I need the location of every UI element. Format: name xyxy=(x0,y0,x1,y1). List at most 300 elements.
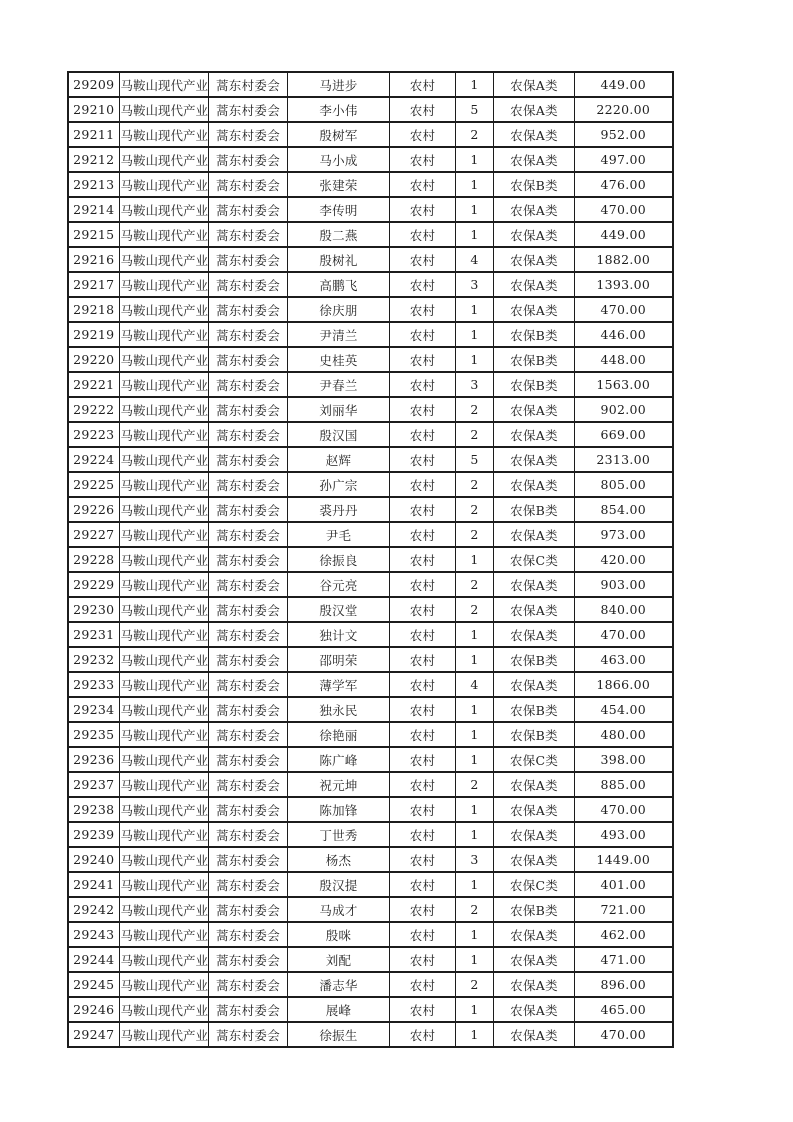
cell-record-id: 29235 xyxy=(68,722,119,747)
table-row xyxy=(68,772,673,797)
cell-unit: 马鞍山现代产业 xyxy=(119,572,209,597)
cell-village-committee: 蒿东村委会 xyxy=(209,197,288,222)
cell-person-name: 刘丽华 xyxy=(288,397,390,422)
table-row xyxy=(68,97,673,122)
cell-village-committee: 蒿东村委会 xyxy=(209,222,288,247)
cell-amount: 463.00 xyxy=(575,647,673,672)
cell-person-count: 1 xyxy=(456,197,494,222)
cell-residence-type: 农村 xyxy=(390,147,456,172)
cell-record-id: 29227 xyxy=(68,522,119,547)
cell-person-count: 1 xyxy=(456,147,494,172)
cell-insurance-category: 农保A类 xyxy=(494,297,575,322)
table-row xyxy=(68,997,673,1022)
cell-insurance-category: 农保C类 xyxy=(494,872,575,897)
cell-unit: 马鞍山现代产业 xyxy=(119,522,209,547)
cell-amount: 454.00 xyxy=(575,697,673,722)
cell-amount: 398.00 xyxy=(575,747,673,772)
cell-person-name: 徐艳丽 xyxy=(288,722,390,747)
cell-person-count: 1 xyxy=(456,647,494,672)
cell-village-committee: 蒿东村委会 xyxy=(209,672,288,697)
cell-residence-type: 农村 xyxy=(390,222,456,247)
cell-residence-type: 农村 xyxy=(390,897,456,922)
cell-village-committee: 蒿东村委会 xyxy=(209,847,288,872)
insurance-payment-table xyxy=(67,71,674,1048)
cell-person-count: 1 xyxy=(456,547,494,572)
cell-residence-type: 农村 xyxy=(390,272,456,297)
cell-residence-type: 农村 xyxy=(390,172,456,197)
cell-village-committee: 蒿东村委会 xyxy=(209,97,288,122)
cell-record-id: 29232 xyxy=(68,647,119,672)
cell-amount: 470.00 xyxy=(575,297,673,322)
cell-person-name: 张建荣 xyxy=(288,172,390,197)
cell-insurance-category: 农保A类 xyxy=(494,922,575,947)
table-row xyxy=(68,547,673,572)
cell-insurance-category: 农保A类 xyxy=(494,672,575,697)
cell-residence-type: 农村 xyxy=(390,422,456,447)
cell-village-committee: 蒿东村委会 xyxy=(209,497,288,522)
cell-person-count: 2 xyxy=(456,572,494,597)
cell-record-id: 29241 xyxy=(68,872,119,897)
table-row xyxy=(68,747,673,772)
cell-person-name: 马小成 xyxy=(288,147,390,172)
table-row xyxy=(68,447,673,472)
cell-person-name: 徐振良 xyxy=(288,547,390,572)
cell-insurance-category: 农保A类 xyxy=(494,72,575,97)
cell-residence-type: 农村 xyxy=(390,547,456,572)
cell-person-count: 1 xyxy=(456,172,494,197)
table-row xyxy=(68,697,673,722)
cell-village-committee: 蒿东村委会 xyxy=(209,822,288,847)
cell-amount: 896.00 xyxy=(575,972,673,997)
cell-residence-type: 农村 xyxy=(390,1022,456,1047)
cell-insurance-category: 农保A类 xyxy=(494,272,575,297)
cell-unit: 马鞍山现代产业 xyxy=(119,672,209,697)
cell-residence-type: 农村 xyxy=(390,947,456,972)
cell-village-committee: 蒿东村委会 xyxy=(209,972,288,997)
table-row xyxy=(68,297,673,322)
table-row xyxy=(68,122,673,147)
cell-unit: 马鞍山现代产业 xyxy=(119,247,209,272)
table-body xyxy=(68,72,673,1047)
table-row xyxy=(68,622,673,647)
table-row xyxy=(68,972,673,997)
cell-person-name: 殷汉提 xyxy=(288,872,390,897)
cell-unit: 马鞍山现代产业 xyxy=(119,372,209,397)
cell-residence-type: 农村 xyxy=(390,922,456,947)
table-row xyxy=(68,672,673,697)
cell-unit: 马鞍山现代产业 xyxy=(119,497,209,522)
cell-village-committee: 蒿东村委会 xyxy=(209,522,288,547)
cell-residence-type: 农村 xyxy=(390,572,456,597)
cell-unit: 马鞍山现代产业 xyxy=(119,972,209,997)
cell-person-name: 祝元坤 xyxy=(288,772,390,797)
cell-residence-type: 农村 xyxy=(390,497,456,522)
cell-amount: 1882.00 xyxy=(575,247,673,272)
cell-unit: 马鞍山现代产业 xyxy=(119,322,209,347)
cell-person-name: 杨杰 xyxy=(288,847,390,872)
cell-insurance-category: 农保B类 xyxy=(494,372,575,397)
cell-village-committee: 蒿东村委会 xyxy=(209,747,288,772)
cell-unit: 马鞍山现代产业 xyxy=(119,997,209,1022)
cell-person-count: 1 xyxy=(456,297,494,322)
cell-village-committee: 蒿东村委会 xyxy=(209,72,288,97)
cell-unit: 马鞍山现代产业 xyxy=(119,847,209,872)
cell-village-committee: 蒿东村委会 xyxy=(209,922,288,947)
cell-insurance-category: 农保A类 xyxy=(494,597,575,622)
cell-village-committee: 蒿东村委会 xyxy=(209,272,288,297)
cell-amount: 2220.00 xyxy=(575,97,673,122)
cell-unit: 马鞍山现代产业 xyxy=(119,897,209,922)
cell-person-count: 1 xyxy=(456,697,494,722)
cell-amount: 902.00 xyxy=(575,397,673,422)
cell-unit: 马鞍山现代产业 xyxy=(119,797,209,822)
cell-village-committee: 蒿东村委会 xyxy=(209,422,288,447)
cell-record-id: 29240 xyxy=(68,847,119,872)
cell-person-name: 赵辉 xyxy=(288,447,390,472)
cell-record-id: 29239 xyxy=(68,822,119,847)
cell-insurance-category: 农保B类 xyxy=(494,172,575,197)
cell-amount: 420.00 xyxy=(575,547,673,572)
cell-person-name: 潘志华 xyxy=(288,972,390,997)
cell-record-id: 29245 xyxy=(68,972,119,997)
cell-residence-type: 农村 xyxy=(390,297,456,322)
cell-record-id: 29242 xyxy=(68,897,119,922)
cell-village-committee: 蒿东村委会 xyxy=(209,122,288,147)
cell-residence-type: 农村 xyxy=(390,972,456,997)
table-row xyxy=(68,572,673,597)
cell-person-name: 薄学军 xyxy=(288,672,390,697)
cell-amount: 805.00 xyxy=(575,472,673,497)
cell-village-committee: 蒿东村委会 xyxy=(209,547,288,572)
cell-person-name: 殷汉国 xyxy=(288,422,390,447)
cell-village-committee: 蒿东村委会 xyxy=(209,472,288,497)
cell-record-id: 29238 xyxy=(68,797,119,822)
cell-record-id: 29212 xyxy=(68,147,119,172)
cell-unit: 马鞍山现代产业 xyxy=(119,272,209,297)
table-row xyxy=(68,372,673,397)
cell-record-id: 29217 xyxy=(68,272,119,297)
cell-residence-type: 农村 xyxy=(390,447,456,472)
cell-unit: 马鞍山现代产业 xyxy=(119,472,209,497)
cell-insurance-category: 农保A类 xyxy=(494,122,575,147)
cell-residence-type: 农村 xyxy=(390,997,456,1022)
cell-insurance-category: 农保A类 xyxy=(494,422,575,447)
cell-person-name: 孙广宗 xyxy=(288,472,390,497)
cell-insurance-category: 农保C类 xyxy=(494,547,575,572)
cell-person-name: 尹毛 xyxy=(288,522,390,547)
cell-person-name: 邵明荣 xyxy=(288,647,390,672)
cell-village-committee: 蒿东村委会 xyxy=(209,897,288,922)
cell-amount: 493.00 xyxy=(575,822,673,847)
cell-amount: 462.00 xyxy=(575,922,673,947)
cell-amount: 449.00 xyxy=(575,222,673,247)
cell-person-count: 3 xyxy=(456,272,494,297)
cell-insurance-category: 农保A类 xyxy=(494,447,575,472)
cell-unit: 马鞍山现代产业 xyxy=(119,547,209,572)
cell-record-id: 29237 xyxy=(68,772,119,797)
cell-residence-type: 农村 xyxy=(390,97,456,122)
cell-amount: 446.00 xyxy=(575,322,673,347)
table-row xyxy=(68,872,673,897)
cell-unit: 马鞍山现代产业 xyxy=(119,422,209,447)
cell-residence-type: 农村 xyxy=(390,647,456,672)
cell-unit: 马鞍山现代产业 xyxy=(119,197,209,222)
cell-unit: 马鞍山现代产业 xyxy=(119,447,209,472)
cell-insurance-category: 农保B类 xyxy=(494,897,575,922)
cell-record-id: 29230 xyxy=(68,597,119,622)
cell-record-id: 29228 xyxy=(68,547,119,572)
table-row xyxy=(68,922,673,947)
cell-village-committee: 蒿东村委会 xyxy=(209,447,288,472)
cell-record-id: 29243 xyxy=(68,922,119,947)
cell-unit: 马鞍山现代产业 xyxy=(119,747,209,772)
cell-residence-type: 农村 xyxy=(390,697,456,722)
cell-residence-type: 农村 xyxy=(390,322,456,347)
cell-person-count: 2 xyxy=(456,422,494,447)
cell-record-id: 29215 xyxy=(68,222,119,247)
cell-insurance-category: 农保A类 xyxy=(494,397,575,422)
cell-insurance-category: 农保A类 xyxy=(494,972,575,997)
cell-insurance-category: 农保B类 xyxy=(494,497,575,522)
cell-person-name: 展峰 xyxy=(288,997,390,1022)
cell-person-count: 2 xyxy=(456,897,494,922)
cell-unit: 马鞍山现代产业 xyxy=(119,147,209,172)
cell-unit: 马鞍山现代产业 xyxy=(119,872,209,897)
cell-unit: 马鞍山现代产业 xyxy=(119,1022,209,1047)
cell-residence-type: 农村 xyxy=(390,772,456,797)
cell-unit: 马鞍山现代产业 xyxy=(119,97,209,122)
cell-residence-type: 农村 xyxy=(390,672,456,697)
cell-person-count: 2 xyxy=(456,972,494,997)
cell-village-committee: 蒿东村委会 xyxy=(209,697,288,722)
cell-insurance-category: 农保A类 xyxy=(494,472,575,497)
cell-person-count: 1 xyxy=(456,622,494,647)
cell-person-name: 高鹏飞 xyxy=(288,272,390,297)
cell-village-committee: 蒿东村委会 xyxy=(209,647,288,672)
cell-insurance-category: 农保A类 xyxy=(494,997,575,1022)
cell-record-id: 29233 xyxy=(68,672,119,697)
cell-residence-type: 农村 xyxy=(390,822,456,847)
cell-village-committee: 蒿东村委会 xyxy=(209,947,288,972)
cell-record-id: 29213 xyxy=(68,172,119,197)
cell-person-count: 4 xyxy=(456,672,494,697)
table-row xyxy=(68,647,673,672)
cell-village-committee: 蒿东村委会 xyxy=(209,372,288,397)
cell-person-name: 殷二燕 xyxy=(288,222,390,247)
cell-residence-type: 农村 xyxy=(390,597,456,622)
cell-unit: 马鞍山现代产业 xyxy=(119,222,209,247)
cell-amount: 480.00 xyxy=(575,722,673,747)
cell-amount: 840.00 xyxy=(575,597,673,622)
cell-record-id: 29234 xyxy=(68,697,119,722)
cell-unit: 马鞍山现代产业 xyxy=(119,172,209,197)
cell-insurance-category: 农保B类 xyxy=(494,347,575,372)
cell-amount: 2313.00 xyxy=(575,447,673,472)
cell-amount: 401.00 xyxy=(575,872,673,897)
cell-person-count: 3 xyxy=(456,372,494,397)
table-row xyxy=(68,472,673,497)
cell-amount: 1393.00 xyxy=(575,272,673,297)
cell-person-count: 1 xyxy=(456,72,494,97)
cell-amount: 1449.00 xyxy=(575,847,673,872)
cell-village-committee: 蒿东村委会 xyxy=(209,297,288,322)
cell-record-id: 29214 xyxy=(68,197,119,222)
cell-person-count: 2 xyxy=(456,122,494,147)
cell-village-committee: 蒿东村委会 xyxy=(209,772,288,797)
table-row xyxy=(68,797,673,822)
cell-amount: 476.00 xyxy=(575,172,673,197)
cell-village-committee: 蒿东村委会 xyxy=(209,1022,288,1047)
cell-person-name: 独永民 xyxy=(288,697,390,722)
cell-unit: 马鞍山现代产业 xyxy=(119,947,209,972)
cell-person-count: 2 xyxy=(456,772,494,797)
cell-person-count: 1 xyxy=(456,947,494,972)
cell-unit: 马鞍山现代产业 xyxy=(119,722,209,747)
cell-person-count: 3 xyxy=(456,847,494,872)
cell-person-name: 李小伟 xyxy=(288,97,390,122)
cell-amount: 449.00 xyxy=(575,72,673,97)
cell-record-id: 29219 xyxy=(68,322,119,347)
cell-unit: 马鞍山现代产业 xyxy=(119,122,209,147)
cell-person-name: 李传明 xyxy=(288,197,390,222)
cell-record-id: 29246 xyxy=(68,997,119,1022)
cell-residence-type: 农村 xyxy=(390,472,456,497)
cell-village-committee: 蒿东村委会 xyxy=(209,572,288,597)
table-row xyxy=(68,847,673,872)
cell-insurance-category: 农保A类 xyxy=(494,947,575,972)
cell-amount: 952.00 xyxy=(575,122,673,147)
cell-person-count: 2 xyxy=(456,472,494,497)
cell-residence-type: 农村 xyxy=(390,872,456,897)
cell-unit: 马鞍山现代产业 xyxy=(119,697,209,722)
table-row xyxy=(68,247,673,272)
cell-amount: 1563.00 xyxy=(575,372,673,397)
cell-record-id: 29226 xyxy=(68,497,119,522)
cell-village-committee: 蒿东村委会 xyxy=(209,797,288,822)
cell-insurance-category: 农保A类 xyxy=(494,247,575,272)
cell-record-id: 29221 xyxy=(68,372,119,397)
cell-record-id: 29229 xyxy=(68,572,119,597)
table-row xyxy=(68,947,673,972)
cell-record-id: 29222 xyxy=(68,397,119,422)
cell-amount: 854.00 xyxy=(575,497,673,522)
table-row xyxy=(68,822,673,847)
table-row xyxy=(68,397,673,422)
cell-amount: 471.00 xyxy=(575,947,673,972)
cell-village-committee: 蒿东村委会 xyxy=(209,872,288,897)
cell-record-id: 29210 xyxy=(68,97,119,122)
cell-record-id: 29247 xyxy=(68,1022,119,1047)
cell-amount: 448.00 xyxy=(575,347,673,372)
cell-insurance-category: 农保A类 xyxy=(494,847,575,872)
cell-person-count: 1 xyxy=(456,797,494,822)
cell-person-count: 2 xyxy=(456,522,494,547)
cell-insurance-category: 农保A类 xyxy=(494,97,575,122)
cell-person-count: 1 xyxy=(456,872,494,897)
cell-village-committee: 蒿东村委会 xyxy=(209,147,288,172)
cell-village-committee: 蒿东村委会 xyxy=(209,397,288,422)
cell-person-count: 5 xyxy=(456,97,494,122)
cell-residence-type: 农村 xyxy=(390,847,456,872)
cell-residence-type: 农村 xyxy=(390,122,456,147)
table-row xyxy=(68,1022,673,1047)
cell-insurance-category: 农保A类 xyxy=(494,222,575,247)
cell-person-name: 尹清兰 xyxy=(288,322,390,347)
cell-person-name: 陈加锋 xyxy=(288,797,390,822)
cell-village-committee: 蒿东村委会 xyxy=(209,997,288,1022)
table-row xyxy=(68,722,673,747)
cell-unit: 马鞍山现代产业 xyxy=(119,647,209,672)
cell-village-committee: 蒿东村委会 xyxy=(209,347,288,372)
cell-amount: 1866.00 xyxy=(575,672,673,697)
cell-unit: 马鞍山现代产业 xyxy=(119,347,209,372)
cell-amount: 885.00 xyxy=(575,772,673,797)
cell-record-id: 29220 xyxy=(68,347,119,372)
cell-person-count: 1 xyxy=(456,822,494,847)
cell-unit: 马鞍山现代产业 xyxy=(119,772,209,797)
cell-insurance-category: 农保B类 xyxy=(494,697,575,722)
cell-person-name: 殷汉堂 xyxy=(288,597,390,622)
cell-amount: 465.00 xyxy=(575,997,673,1022)
cell-unit: 马鞍山现代产业 xyxy=(119,397,209,422)
cell-person-count: 5 xyxy=(456,447,494,472)
cell-person-name: 史桂英 xyxy=(288,347,390,372)
cell-amount: 721.00 xyxy=(575,897,673,922)
cell-residence-type: 农村 xyxy=(390,722,456,747)
cell-residence-type: 农村 xyxy=(390,72,456,97)
cell-unit: 马鞍山现代产业 xyxy=(119,297,209,322)
cell-person-name: 马成才 xyxy=(288,897,390,922)
cell-person-count: 2 xyxy=(456,397,494,422)
cell-person-count: 1 xyxy=(456,347,494,372)
table-row xyxy=(68,322,673,347)
cell-person-count: 2 xyxy=(456,497,494,522)
cell-amount: 973.00 xyxy=(575,522,673,547)
cell-amount: 470.00 xyxy=(575,1022,673,1047)
cell-unit: 马鞍山现代产业 xyxy=(119,922,209,947)
cell-unit: 马鞍山现代产业 xyxy=(119,72,209,97)
cell-record-id: 29236 xyxy=(68,747,119,772)
cell-amount: 470.00 xyxy=(575,197,673,222)
table-row xyxy=(68,222,673,247)
cell-person-count: 1 xyxy=(456,997,494,1022)
cell-record-id: 29216 xyxy=(68,247,119,272)
cell-person-name: 尹春兰 xyxy=(288,372,390,397)
table-row xyxy=(68,497,673,522)
cell-person-name: 殷树军 xyxy=(288,122,390,147)
table-row xyxy=(68,347,673,372)
cell-person-name: 徐庆朋 xyxy=(288,297,390,322)
cell-record-id: 29224 xyxy=(68,447,119,472)
cell-insurance-category: 农保B类 xyxy=(494,647,575,672)
cell-person-name: 马进步 xyxy=(288,72,390,97)
cell-village-committee: 蒿东村委会 xyxy=(209,172,288,197)
cell-person-name: 殷树礼 xyxy=(288,247,390,272)
cell-person-count: 1 xyxy=(456,322,494,347)
cell-record-id: 29225 xyxy=(68,472,119,497)
cell-residence-type: 农村 xyxy=(390,197,456,222)
cell-record-id: 29218 xyxy=(68,297,119,322)
cell-record-id: 29209 xyxy=(68,72,119,97)
cell-residence-type: 农村 xyxy=(390,747,456,772)
cell-insurance-category: 农保A类 xyxy=(494,522,575,547)
cell-village-committee: 蒿东村委会 xyxy=(209,597,288,622)
cell-person-name: 殷咪 xyxy=(288,922,390,947)
cell-person-count: 4 xyxy=(456,247,494,272)
table-row xyxy=(68,197,673,222)
cell-insurance-category: 农保A类 xyxy=(494,572,575,597)
cell-village-committee: 蒿东村委会 xyxy=(209,322,288,347)
